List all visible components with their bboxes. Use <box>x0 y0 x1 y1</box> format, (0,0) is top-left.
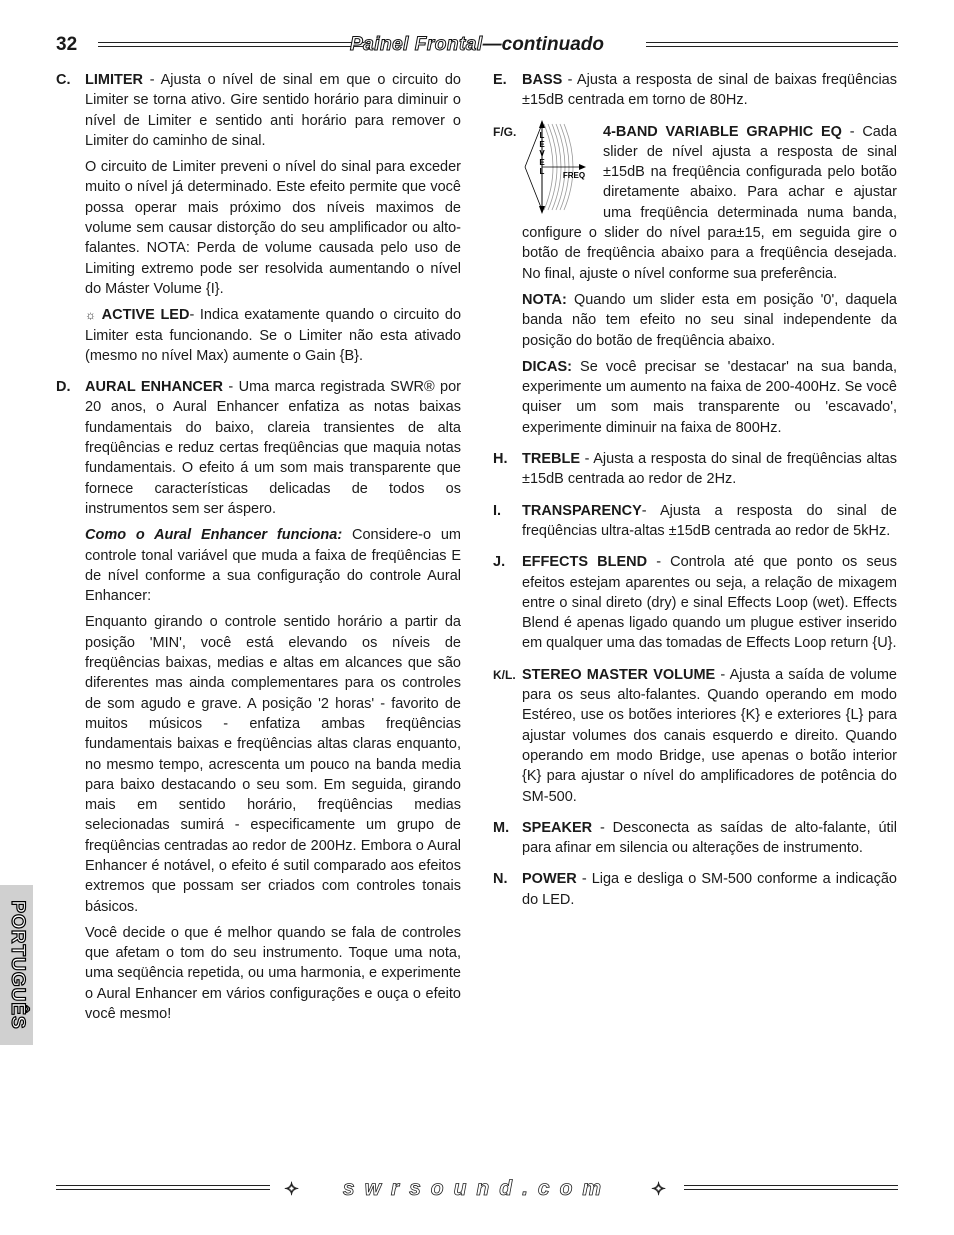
item-i-transparency <box>493 501 897 542</box>
eq-level-label: L E V E L <box>539 130 545 176</box>
item-paragraph: 4-BAND VARIABLE GRAPHIC EQ - Cada slider de nível ajusta a resposta de sinal ±15dB na freqüência configurada pelo botão diretamente abaixo. Para achar e ajustar uma freqüência determinada numa banda, configure o slider do nível para±15, em seguida gire o botão de freqüência abaixo para a freqüência desejada. No final, ajuste o nível conforme sua preferência. <box>522 123 897 282</box>
item-paragraph: SPEAKER - Desconecta as saídas de alto-falante, útil para afinar em silencia ou alterações de instrumento. <box>522 819 897 857</box>
item-d-aural-enhancer <box>56 377 461 1024</box>
item-title: LIMITER <box>85 72 143 88</box>
item-paragraph: BASS - Ajusta a resposta de sinal de baixas freqüências ±15dB centrada em torno de 80Hz. <box>522 72 897 109</box>
item-label: J. <box>493 554 506 571</box>
language-label: PORTUGUÊS <box>6 900 28 1030</box>
item-title: AURAL ENHANCER <box>85 379 224 396</box>
item-label: C. <box>56 72 71 88</box>
item-paragraph: Como o Aural Enhancer funciona: Considere-o um controle tonal variável que muda a faixa de freqüências E de nível conforme a sua configuração do controle Aural Enhancer: <box>85 527 461 605</box>
item-subtitle: Como o Aural Enhancer funciona: <box>85 527 343 544</box>
eq-slider-icon <box>522 118 597 216</box>
language-side-tab <box>0 885 33 1045</box>
item-title: STEREO MASTER VOLUME <box>522 666 716 683</box>
item-label: F/G. <box>493 124 517 139</box>
header-rule-right <box>646 42 898 47</box>
item-paragraph: POWER - Liga e desliga o SM-500 conforme a indicação do LED. <box>522 871 897 908</box>
item-label: N. <box>493 871 508 888</box>
item-kl-stereo-master-volume <box>493 665 897 807</box>
item-paragraph: TREBLE - Ajusta a resposta do sinal de freqüências altas ±15dB centrada ao redor de 2Hz. <box>522 451 897 488</box>
item-label: M. <box>493 819 510 836</box>
page-title-main: Painel Frontal <box>349 34 483 55</box>
led-title: ACTIVE LED <box>101 307 190 324</box>
item-title: 4-BAND VARIABLE GRAPHIC EQ <box>603 123 842 140</box>
page-number: 32 <box>56 34 78 55</box>
item-paragraph: EFFECTS BLEND - Controla até que ponto os seus efeitos estejam aparentes ou seja, a relação de mixagem entre o sinal direto (dry) e sinal Effects Loop (wet). Effects Blend é apenas ligado quando um plugue estiver inserido em qualquer uma das tomadas de Effects Loop return {U}. <box>522 554 898 652</box>
item-label: K/L. <box>493 667 516 682</box>
item-title: SPEAKER <box>522 819 593 836</box>
led-icon: ☼ <box>85 308 96 323</box>
item-title: TREBLE <box>522 451 580 468</box>
item-paragraph: TRANSPARENCY- Ajusta a resposta do sinal de freqüências ultra-altas ±15dB centrada ao redor de 5kHz. <box>522 502 897 539</box>
item-label: D. <box>56 379 71 396</box>
tips-title: DICAS: <box>522 358 572 375</box>
left-column <box>56 70 461 1035</box>
item-label: H. <box>493 451 508 468</box>
item-paragraph: Enquanto girando o controle sentido horário a partir da posição 'MIN', você está elevando os níveis de freqüências baixas, medias e altas em alcances que são diferentes mas ainda complementares para os controles de som agudo e grave. A posição '2 horas' - favorito de muitos músicos - enfatiza ambas freqüências fundamentais baixas e freqüências altas claras enquanto, no mesmo tempo, acrescenta um pouco na banda media para baixo destacando o seu som. Em seguida, girando mais em sentido horário, freqüências medias selecionadas sumirá - especificamente um grupo de freqüências centradas ao redor de 200Hz. Embora o Aural Enhancer é notável, o efeito é sutil comparado aos efeitos extremos que possam ser criados com controles tonais básicos. <box>85 614 461 915</box>
item-title: EFFECTS BLEND <box>522 554 648 571</box>
item-e-bass <box>493 70 897 111</box>
footer-url: swrsound.com <box>342 1177 612 1200</box>
item-fg-graphic-eq <box>493 122 897 438</box>
footer-rule-right <box>684 1185 898 1190</box>
item-paragraph: LIMITER - Ajusta o nível de sinal em que o circuito do Limiter se torna ativo. Gire sentido horário para diminuir o nível de Limiter e sentido anti horário para remover o Limiter do caminho de sinal. <box>85 72 461 149</box>
item-paragraph: STEREO MASTER VOLUME - Ajusta a saída de volume para os seus alto-falantes. Quando operando em modo Estéreo, use os botões interiores {K} e exteriores {L} para ajustar volumes dos canais esquerdo e direito. Quando operando em modo Bridge, use apenas o botão interior {K} para ajustar o nível do amplificadores de potência do SM-500. <box>522 666 897 805</box>
eq-freq-label: FREQ <box>562 170 586 180</box>
item-paragraph: AURAL ENHANCER - Uma marca registrada SWR® por 20 anos, o Aural Enhancer enfatiza as notas baixas fundamentais do baixo, clareia transientes de alta freqüências e reduz certas freqüências que maquia notas fundamentais. O efeito á um som mais transparente que fornece características delicadas de todos os instrumentos sem ser áspero. <box>85 379 461 517</box>
page-title-continued: —continuado <box>482 34 605 55</box>
item-paragraph: O circuito de Limiter preveni o nível do sinal para exceder muito o nível já determinado. Este efeito permite que você possa operar mais próximo dos níveis maximos de volume sem causar distorção do seu amplificador ou alto-falantes. NOTA: Perda de volume causada pelo uso de Limiting extremo pode ser resolvida aumentando o nível do Máster Volume {I}. <box>85 159 461 297</box>
item-title: BASS <box>522 72 563 88</box>
star-icon: ✧ <box>651 1179 667 1199</box>
item-j-effects-blend <box>493 552 897 653</box>
item-m-speaker <box>493 818 897 859</box>
note-paragraph: NOTA: Quando um slider esta em posição '0', daquela banda não tem efeito no seu sinal independente da posição do botão de freqüência abaixo. <box>522 291 897 349</box>
note-title: NOTA: <box>522 291 567 308</box>
item-title: POWER <box>522 871 577 888</box>
page-header <box>56 34 898 58</box>
right-column <box>493 70 897 921</box>
active-led-paragraph: ☼ ACTIVE LED- Indica exatamente quando o circuito do Limiter esta funcionando. Se o Limiter não esta ativado (mesmo no nível Max) aumente o Gain {B}. <box>85 307 462 364</box>
page-footer <box>56 1176 898 1202</box>
item-h-treble <box>493 449 897 490</box>
tips-paragraph: DICAS: Se você precisar se 'destacar' na sua banda, experimente um aumento na faixa de 200-400Hz. Se você quiser um som mais transparente ou 'escavado', experimente diminuir na faixa de 800Hz. <box>522 358 897 436</box>
item-n-power <box>493 869 897 910</box>
item-label: I. <box>493 502 502 519</box>
item-c-limiter <box>56 70 461 366</box>
star-icon: ✧ <box>284 1179 300 1199</box>
item-title: TRANSPARENCY <box>522 502 642 519</box>
item-label: E. <box>493 72 507 88</box>
item-paragraph: Você decide o que é melhor quando se fala de controles que afetam o tom do seu instrumento. Toque uma nota, uma seqüência repetida, ou uma harmonia, e experimente o Aural Enhancer em vários configurações e ouça o efeito você mesmo! <box>85 924 461 1023</box>
